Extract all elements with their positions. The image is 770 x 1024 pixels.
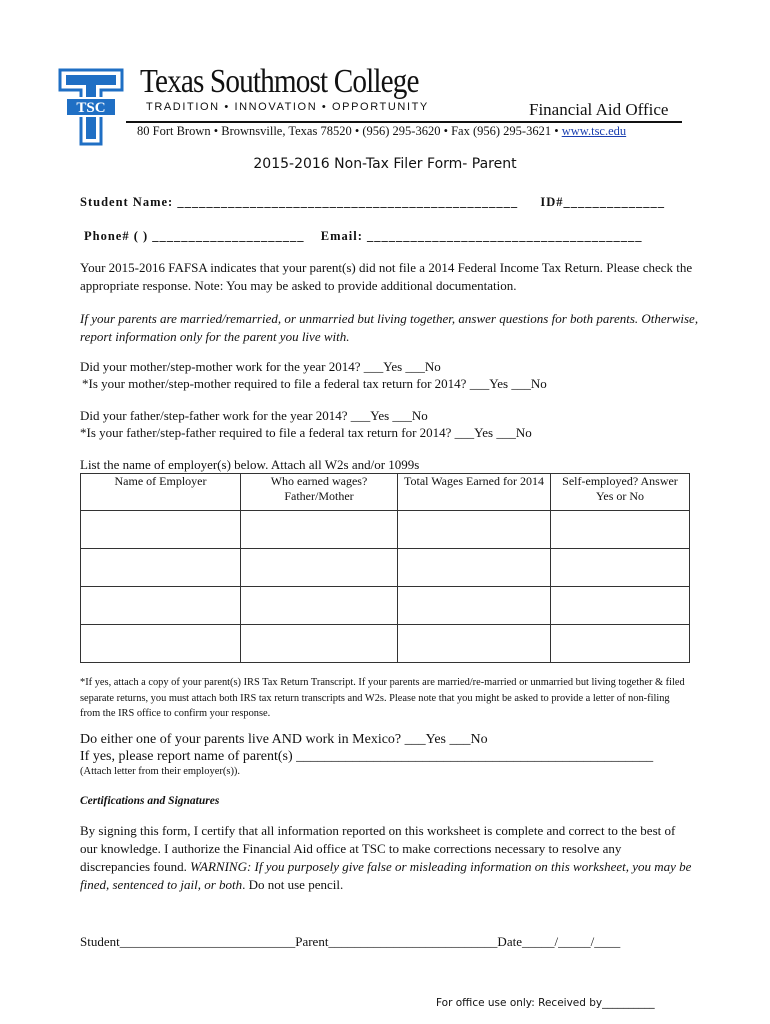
table-cell[interactable]	[398, 625, 551, 663]
employer-table	[80, 473, 690, 663]
email-label[interactable]: Email: ______________________________________	[320, 229, 643, 243]
table-cell[interactable]	[241, 625, 398, 663]
address-text: 80 Fort Brown • Brownsville, Texas 78520 • (956) 295-3620 • Fax (956) 295-3621 •	[137, 124, 562, 138]
question-father-file[interactable]: *Is your father/step-father required to file a federal tax return for 2014? ___Yes ___No	[80, 425, 532, 440]
table-cell[interactable]	[241, 587, 398, 625]
question-mexico[interactable]: Do either one of your parents live AND work in Mexico? ___Yes ___No	[80, 732, 488, 747]
instruction-paragraph: If your parents are married/remarried, or unmarried but living together, answer questions for both parents. Otherwise, report information only for the parent you live with.	[80, 311, 699, 344]
logo-letters: TSC	[76, 100, 106, 116]
employer-intro: List the name of employer(s) below. Attach all W2s and/or 1099s	[80, 457, 420, 472]
intro-paragraph: Your 2015-2016 FAFSA indicates that your parent(s) did not file a 2014 Federal Income Tax Return. Please check the appropriate response. Note: You may be asked to provide additional documentation.	[80, 260, 693, 293]
table-cell[interactable]	[551, 625, 690, 663]
certification-warning: WARNING: If you purposely give false or misleading information on this worksheet, you may be fined, sentenced to jail, or both	[80, 859, 692, 892]
tsc-t-logo-icon	[58, 68, 124, 146]
student-name-field[interactable]	[80, 195, 665, 210]
header-self-employed: Self-employed? Answer Yes or No	[551, 474, 690, 511]
table-cell[interactable]	[551, 549, 690, 587]
table-cell[interactable]	[81, 549, 241, 587]
signature-line[interactable]: Student___________________________Parent__________________________Date_____/_____/____	[80, 934, 621, 949]
table-header-row	[81, 474, 690, 511]
table-cell[interactable]	[398, 587, 551, 625]
office-use-line: For office use only: Received by__________	[436, 997, 655, 1009]
website-link[interactable]: www.tsc.edu	[561, 124, 627, 138]
table-cell[interactable]	[81, 587, 241, 625]
phone-label[interactable]: Phone# ( ) _____________________	[84, 229, 305, 243]
table-row	[81, 625, 690, 663]
student-name-label: Student Name: _______________________________________________	[80, 195, 519, 209]
attach-letter-note: (Attach letter from their employer(s)).	[80, 766, 241, 777]
table-cell[interactable]	[398, 549, 551, 587]
college-name: Texas Southmost College	[140, 63, 419, 100]
college-address	[137, 124, 626, 139]
header-total-wages: Total Wages Earned for 2014	[398, 474, 551, 511]
header-employer: Name of Employer	[81, 474, 241, 511]
student-id-label[interactable]: ID#______________	[540, 195, 665, 209]
table-cell[interactable]	[551, 511, 690, 549]
form-title: 2015-2016 Non-Tax Filer Form- Parent	[253, 156, 517, 172]
office-name: Financial Aid Office	[529, 100, 669, 119]
college-tagline: TRADITION • INNOVATION • OPPORTUNITY	[146, 101, 429, 113]
question-mother-file[interactable]: *Is your mother/step-mother required to file a federal tax return for 2014? ___Yes ___No	[82, 376, 547, 391]
question-mexico-employer[interactable]: If yes, please report name of parent(s) ___________________________________________________	[80, 749, 654, 764]
certification-text: By signing this form, I certify that all information reported on this worksheet is complete and correct to the best of our knowledge. I authorize the Financial Aid office at TSC to make corrections necessary to resolve any discrepancies found.	[80, 823, 676, 874]
header-rule	[126, 121, 682, 123]
question-father-work[interactable]: Did your father/step-father work for the year 2014? ___Yes ___No	[80, 408, 428, 423]
phone-email-field[interactable]	[84, 229, 643, 244]
irs-transcript-note: *If yes, attach a copy of your parent(s) IRS Tax Return Transcript. If your parents are married/re-married or unmarried but living together & filed separate returns, you must attach both IRS tax return transcripts and W2s. Please note that you might be asked to provide a letter of non-filing from the IRS office to confirm your response.	[80, 677, 685, 719]
table-cell[interactable]	[398, 511, 551, 549]
table-cell[interactable]	[241, 511, 398, 549]
table-cell[interactable]	[241, 549, 398, 587]
table-row	[81, 549, 690, 587]
college-logo	[58, 68, 124, 146]
question-mother-work[interactable]: Did your mother/step-mother work for the year 2014? ___Yes ___No	[80, 359, 441, 374]
table-row	[81, 587, 690, 625]
certification-end: . Do not use pencil.	[242, 877, 344, 892]
table-cell[interactable]	[81, 511, 241, 549]
table-row	[81, 511, 690, 549]
certification-paragraph	[80, 822, 692, 894]
table-cell[interactable]	[551, 587, 690, 625]
table-cell[interactable]	[81, 625, 241, 663]
header-who-earned: Who earned wages? Father/Mother	[241, 474, 398, 511]
certifications-heading: Certifications and Signatures	[80, 795, 220, 807]
